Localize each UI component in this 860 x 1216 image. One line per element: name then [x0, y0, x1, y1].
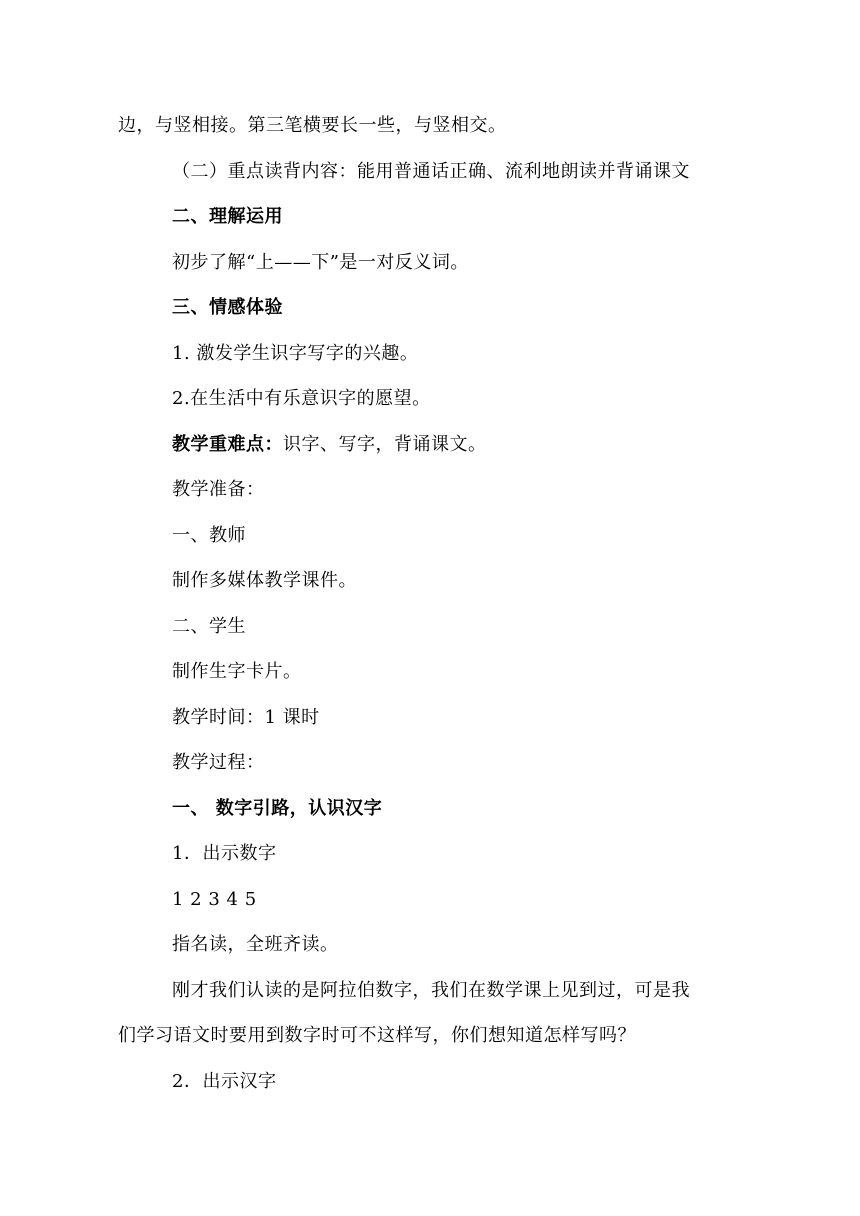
explanation-line-2: 们学习语文时要用到数字时可不这样写，你们想知道怎样写吗？	[118, 1025, 636, 1046]
emotion-goal-1: 1. 激发学生识字写字的兴趣。	[172, 343, 419, 364]
student-preparation: 制作生字卡片。	[172, 661, 302, 682]
preparation-heading: 教学准备：	[172, 479, 265, 500]
key-points-label: 教学重难点：	[172, 434, 283, 455]
teaching-process-heading: 教学过程：	[172, 752, 265, 773]
teacher-heading: 一、教师	[172, 525, 246, 546]
key-points-line	[172, 433, 487, 457]
number-sequence: 1 2 3 4 5	[172, 889, 257, 910]
teacher-preparation: 制作多媒体教学课件。	[172, 570, 357, 591]
paragraph-continuation: 边，与竖相接。第三笔横要长一些，与竖相交。	[118, 115, 507, 136]
step-one-heading: 一、 数字引路，认识汉字	[172, 798, 383, 819]
show-chinese-characters: 2．出示汉字	[172, 1071, 277, 1092]
section-heading-emotion: 三、情感体验	[172, 297, 283, 318]
emotion-goal-2: 2.在生活中有乐意识字的愿望。	[172, 388, 431, 409]
reading-instruction: 指名读，全班齐读。	[172, 934, 339, 955]
antonym-note: 初步了解“上——下”是一对反义词。	[172, 252, 469, 273]
teaching-time: 教学时间：1 课时	[172, 707, 320, 728]
student-heading: 二、学生	[172, 616, 246, 637]
key-points-text: 识字、写字，背诵课文。	[283, 434, 487, 455]
section-heading-understanding: 二、理解运用	[172, 206, 283, 227]
explanation-line-1: 刚才我们认读的是阿拉伯数字，我们在数学课上见到过，可是我	[172, 980, 690, 1001]
show-numbers: 1．出示数字	[172, 843, 277, 864]
reading-requirement: （二）重点读背内容：能用普通话正确、流利地朗读并背诵课文	[172, 161, 690, 182]
